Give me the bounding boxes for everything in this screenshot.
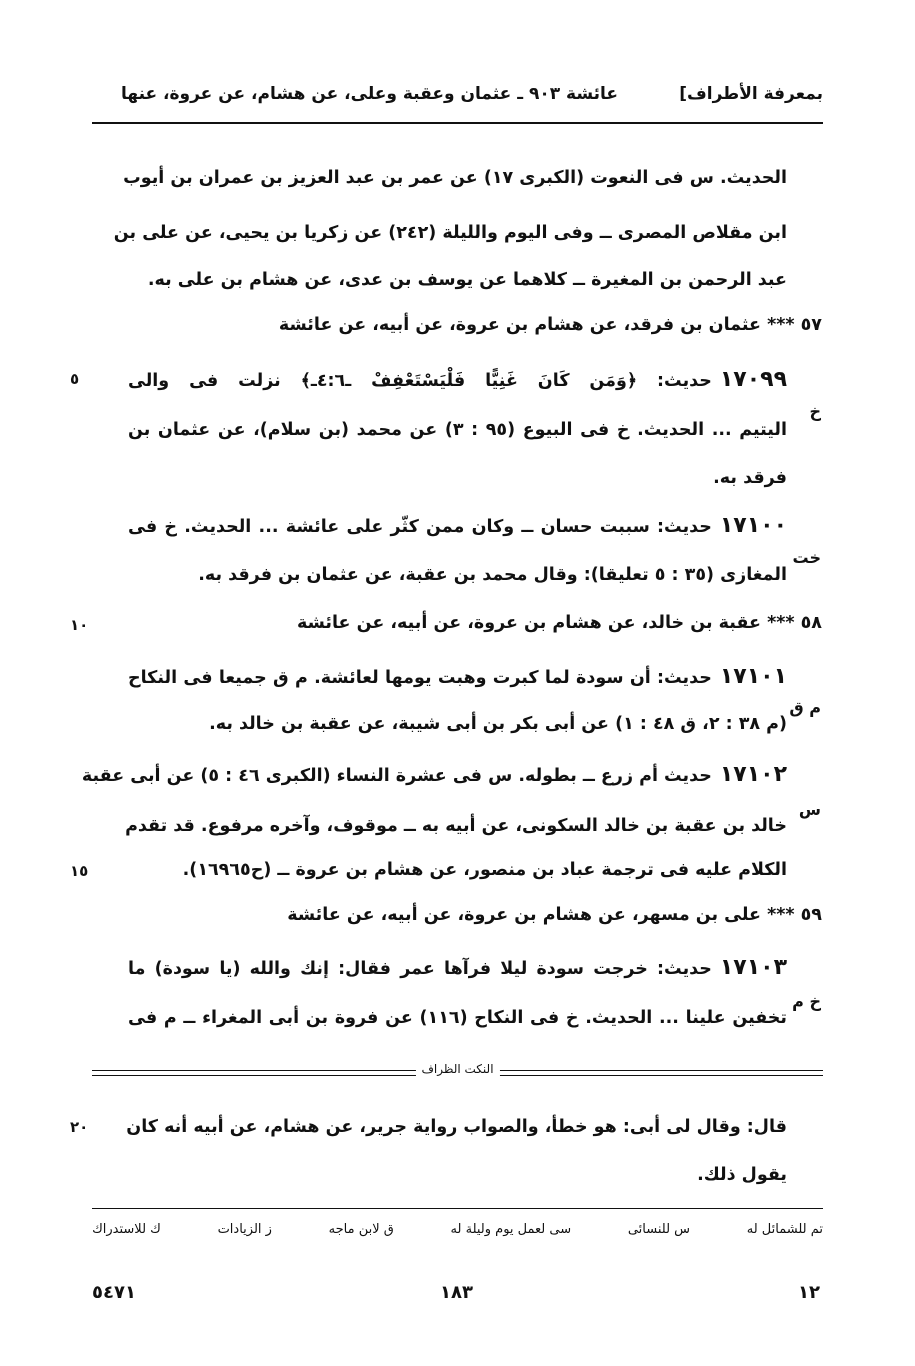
- hadith-number: ١٧١٠٢: [719, 762, 787, 787]
- hadith-entry: [128, 513, 787, 538]
- page-number: ١٨٣: [440, 1282, 473, 1303]
- hadith-entry: [128, 664, 787, 689]
- hadith-number: ١٧١٠٣: [719, 955, 787, 980]
- section-heading: ٥٨ *** عقبة بن خالد، عن هشام بن عروة، عن أبيه، عن عائشة: [296, 613, 822, 633]
- abbreviation: تم للشمائل له: [746, 1222, 823, 1237]
- margin-ref: س: [798, 800, 821, 819]
- hadith-number: ١٧٠٩٩: [719, 367, 788, 392]
- line-number: ٢٠: [70, 1118, 89, 1136]
- running-header: [92, 80, 823, 118]
- text-line: حديث أم زرع ــ بطوله. س فى عشرة النساء (الكبرى ٤٦ : ٥) عن أبى عقبة: [81, 766, 712, 786]
- header-section-title: عائشة ٩٠٣ ـ عثمان وعقبة وعلى، عن هشام، عن عروة، عنها: [120, 84, 618, 104]
- text-line: حديث: أن سودة لما كبرت وهبت يومها لعائشة. م ق جميعا فى النكاح: [128, 668, 712, 688]
- footnote-line: يقول ذلك.: [697, 1165, 787, 1185]
- text-line: ابن مقلاص المصرى ــ وفى اليوم والليلة (٢٤٢) عن زكريا بن يحيى، عن على بن: [113, 223, 787, 243]
- footnote-rule: [92, 1208, 823, 1209]
- text-line: خالد بن عقبة بن خالد السكونى، عن أبيه به ــ موقوف، وآخره مرفوع. قد تقدم: [125, 816, 787, 836]
- text-line: حديث: ﴿وَمَن كَانَ غَنِيًّا فَلْيَسْتَعْفِفْ ـ٤:٦ـ﴾ نزلت فى والى: [128, 371, 712, 391]
- hadith-entry: [128, 955, 787, 980]
- footer-right-number: ١٢: [798, 1282, 820, 1303]
- text-line: حديث: خرجت سودة ليلا فرآها عمر فقال: إنك والله (يا سودة) ما: [128, 959, 712, 979]
- text-line: فرقد به.: [713, 468, 787, 488]
- hadith-entry: [81, 762, 787, 787]
- abbreviation: س للنسائى: [627, 1222, 691, 1237]
- abbreviation: ك للاستدراك: [92, 1222, 161, 1237]
- text-line: الحديث. س فى النعوت (الكبرى ١٧) عن عمر بن عبد العزيز بن عمران بن أيوب: [123, 168, 787, 188]
- line-number: ٥: [70, 370, 80, 388]
- header-book-title: بمعرفة الأطراف]: [679, 84, 823, 104]
- text-line: اليتيم ... الحديث. خ فى البيوع (٩٥ : ٣) عن محمد (بن سلام)، عن عثمان بن: [128, 420, 787, 440]
- text-line: تخفين علينا ... الحديث. خ فى النكاح (١١٦) عن فروة بن أبى المغراء ــ م فى: [128, 1008, 787, 1028]
- text-line: حديث: سببت حسان ــ وكان ممن كثّر على عائشة ... الحديث. خ فى: [128, 517, 712, 537]
- text-line: المغازى (٣٥ : ٥ تعليقا): وقال محمد بن عقبة، عن عثمان بن فرقد به.: [198, 565, 787, 585]
- margin-ref: خت: [792, 548, 821, 567]
- footer-left-number: ٥٤٧١: [92, 1282, 136, 1303]
- margin-ref: خ: [809, 402, 821, 421]
- footnote-label: النكت الظراف: [415, 1062, 499, 1076]
- abbreviation: ق لابن ماجه: [328, 1222, 394, 1237]
- hadith-entry: [128, 367, 787, 392]
- section-heading: ٥٧ *** عثمان بن فرقد، عن هشام بن عروة، عن أبيه، عن عائشة: [278, 315, 822, 335]
- text-line: عبد الرحمن بن المغيرة ــ كلاهما عن يوسف بن عدى، عن هشام بن على به.: [147, 270, 787, 290]
- margin-ref: م ق: [789, 698, 821, 717]
- hadith-number: ١٧١٠٠: [719, 513, 787, 538]
- abbreviation-key: [92, 1222, 823, 1237]
- margin-ref: خ م: [792, 992, 821, 1011]
- abbreviation: ز الزيادات: [217, 1222, 272, 1237]
- header-rule: [92, 122, 823, 124]
- hadith-number: ١٧١٠١: [719, 664, 787, 689]
- footnote-line: قال: وقال لى أبى: هو خطأ، والصواب رواية جرير، عن هشام، عن أبيه أنه كان: [126, 1117, 787, 1137]
- line-number: ١٠: [70, 616, 89, 634]
- text-line: (م ٣٨ : ٢، ق ٤٨ : ١) عن أبى بكر بن أبى شيبة، عن عقبة بن خالد به.: [209, 714, 787, 734]
- text-line: الكلام عليه فى ترجمة عباد بن منصور، عن هشام بن عروة ــ (ح١٦٩٦٥).: [182, 860, 787, 880]
- line-number: ١٥: [70, 862, 89, 880]
- section-heading: ٥٩ *** على بن مسهر، عن هشام بن عروة، عن أبيه، عن عائشة: [287, 905, 822, 925]
- abbreviation: سى لعمل يوم وليلة له: [450, 1222, 572, 1237]
- footnote-separator: [92, 1062, 823, 1082]
